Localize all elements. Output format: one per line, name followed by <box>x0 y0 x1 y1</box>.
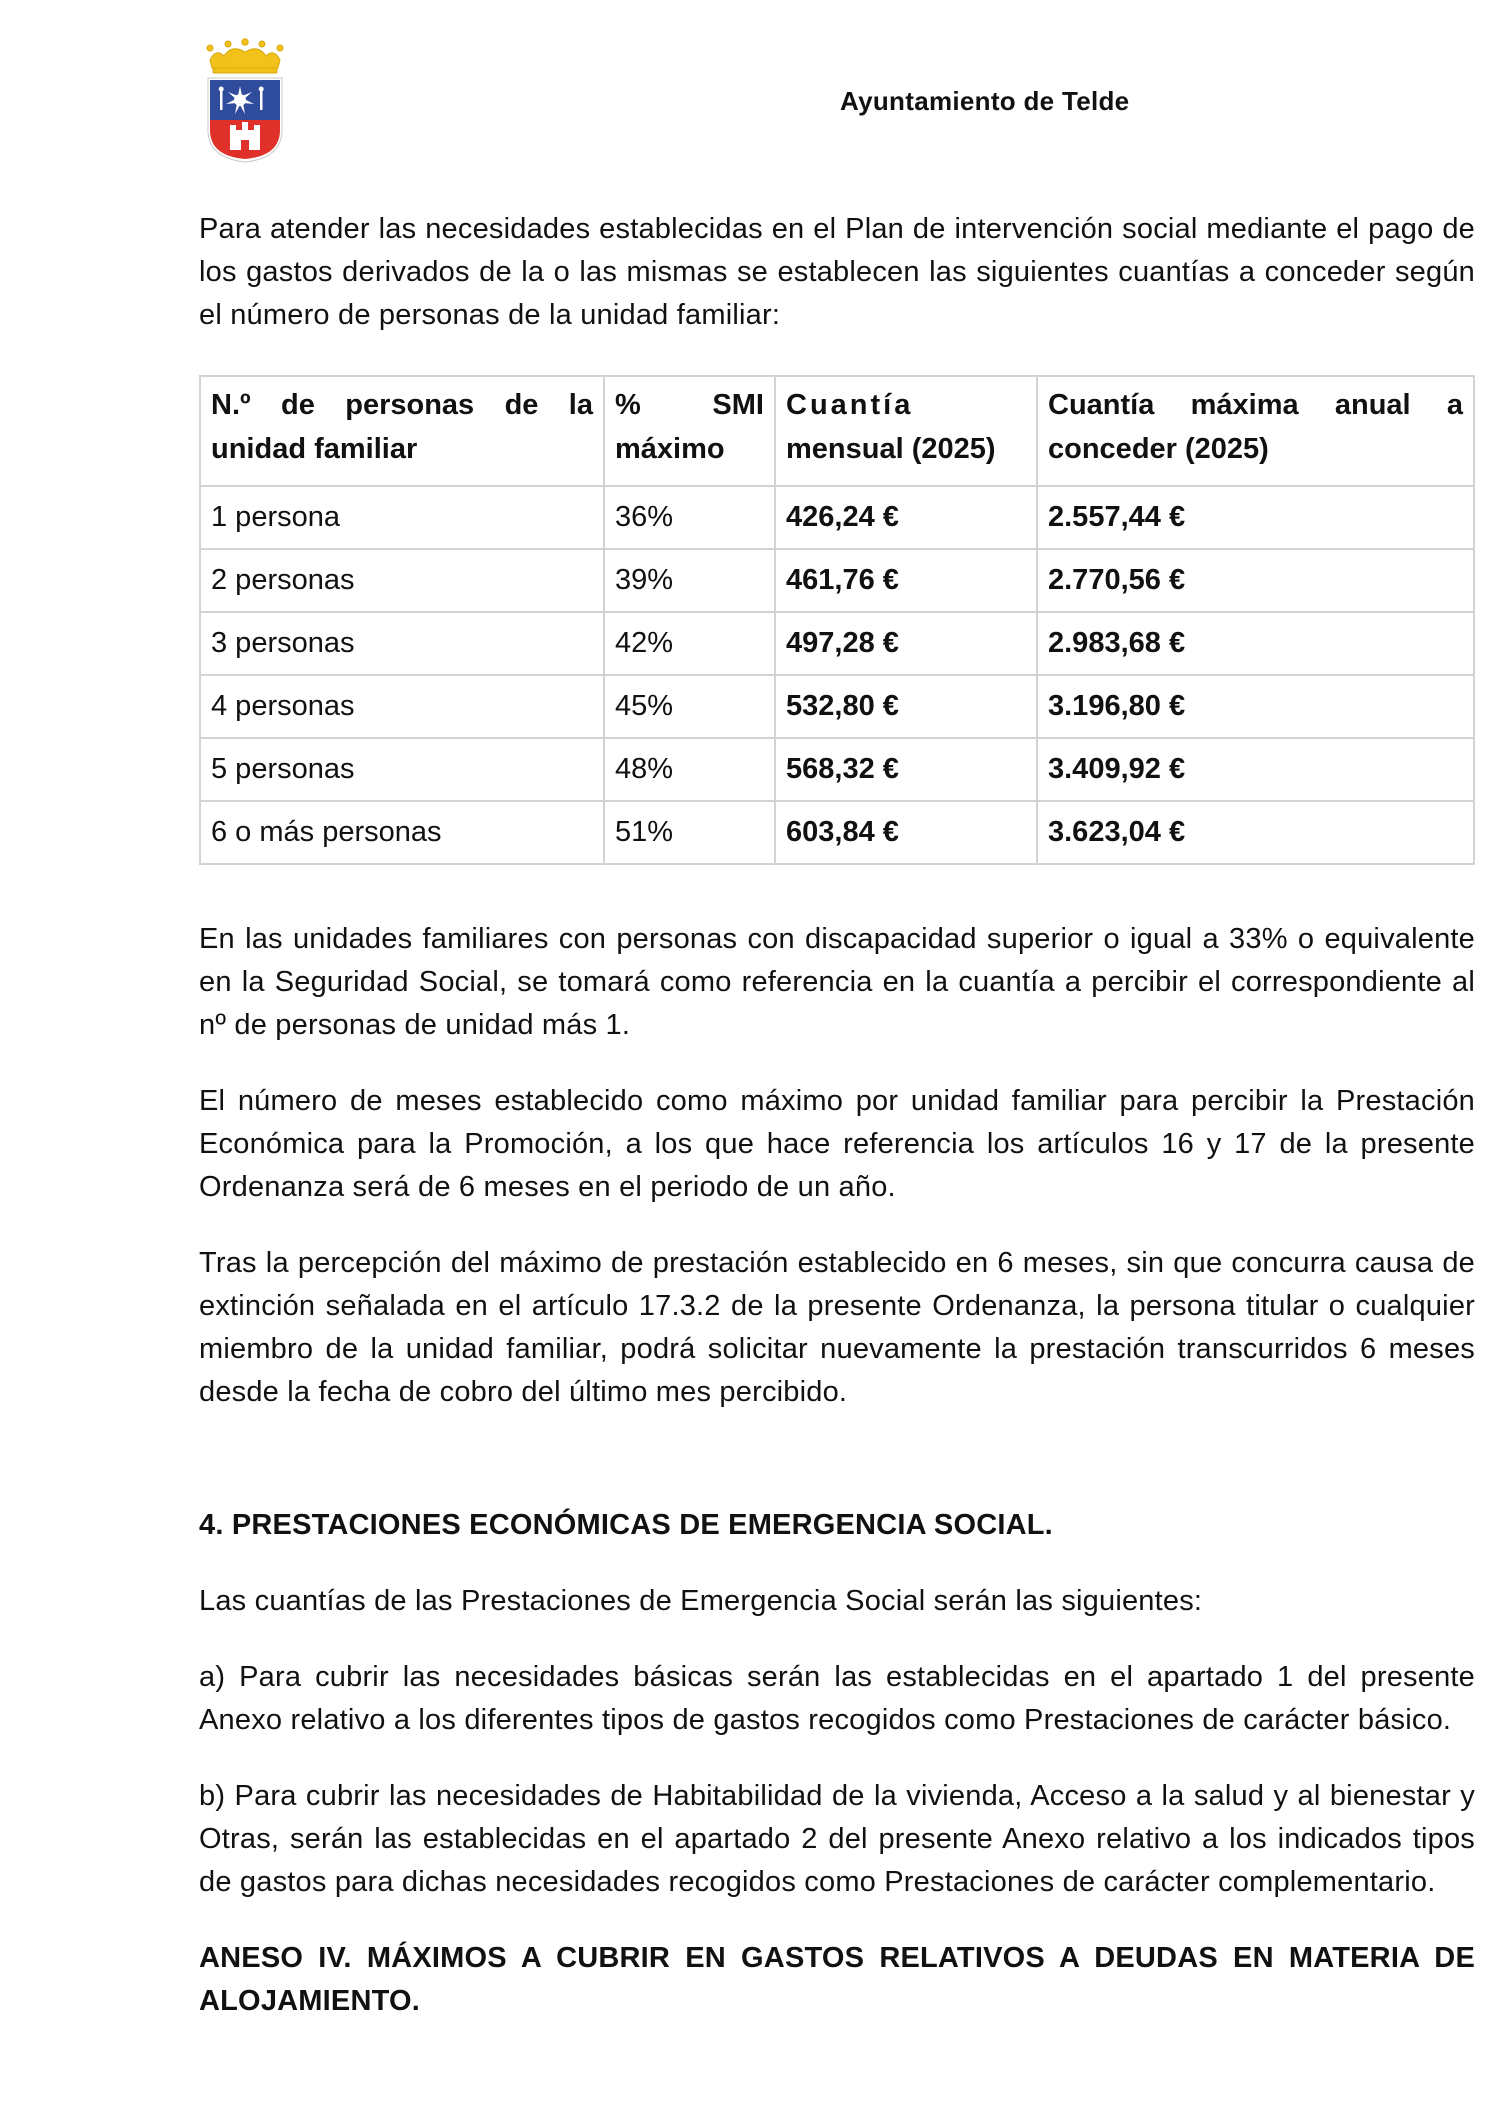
header-c4-line2: conceder (2025) <box>1048 433 1269 465</box>
header-c3-line1: Cuantía <box>786 389 914 421</box>
header-c1-line1: N.º de personas de la <box>211 389 593 421</box>
cell-monthly: 568,32 € <box>775 738 1037 801</box>
cell-people: 4 personas <box>200 675 604 738</box>
cell-annual: 3.623,04 € <box>1037 801 1474 864</box>
months-paragraph: El número de meses establecido como máximo por unidad familiar para percibir la Prestación Económica para la Promoción, a los que hace referencia los artículos 16 y 17 de la presente Ordenanza será de 6 meses en el periodo de un año. <box>199 1085 1475 1203</box>
table-row <box>200 675 1474 738</box>
cell-people: 5 personas <box>200 738 604 801</box>
organization-name: Ayuntamiento de Telde <box>840 86 1130 116</box>
renewal-paragraph: Tras la percepción del máximo de prestación establecido en 6 meses, sin que concurra causa de extinción señalada en el artículo 17.3.2 de la presente Ordenanza, la persona titular o cualquier miembro de la unidad familiar, podrá solicitar nuevamente la prestación transcurridos 6 meses desde la fecha de cobro del último mes percibido. <box>199 1247 1475 1408</box>
cell-monthly: 426,24 € <box>775 486 1037 549</box>
cell-pct: 48% <box>604 738 775 801</box>
annex-iv-heading: ANESO IV. MÁXIMOS A CUBRIR EN GASTOS RELATIVOS A DEUDAS EN MATERIA DE ALOJAMIENTO. <box>199 1942 1475 2017</box>
table-row <box>200 738 1474 801</box>
header-c2-line1: % SMI <box>615 389 764 421</box>
section-4-heading: 4. PRESTACIONES ECONÓMICAS DE EMERGENCIA SOCIAL. <box>199 1509 1053 1541</box>
intro-paragraph: Para atender las necesidades establecidas en el Plan de intervención social mediante el pago de los gastos derivados de la o las mismas se establecen las siguientes cuantías a conceder según el número de personas de la unidad familiar: <box>199 213 1475 331</box>
cell-monthly: 461,76 € <box>775 549 1037 612</box>
disability-paragraph: En las unidades familiares con personas con discapacidad superior o igual a 33% o equivalente en la Seguridad Social, se tomará como referencia en la cuantía a percibir el correspondiente al nº de personas de unidad más 1. <box>199 923 1475 1041</box>
header-c4-line1: Cuantía máxima anual a <box>1048 389 1463 421</box>
cell-people: 6 o más personas <box>200 801 604 864</box>
cell-pct: 39% <box>604 549 775 612</box>
header-c1-line2: unidad familiar <box>211 433 418 465</box>
cell-monthly: 532,80 € <box>775 675 1037 738</box>
table-row <box>200 801 1474 864</box>
cell-annual: 3.196,80 € <box>1037 675 1474 738</box>
cell-annual: 2.557,44 € <box>1037 486 1474 549</box>
cell-annual: 2.770,56 € <box>1037 549 1474 612</box>
cell-pct: 45% <box>604 675 775 738</box>
cell-pct: 36% <box>604 486 775 549</box>
section-4-item-b: b) Para cubrir las necesidades de Habitabilidad de la vivienda, Acceso a la salud y al bienestar y Otras, serán las establecidas en el apartado 2 del presente Anexo relativo a los indicados tipos de gastos para dichas necesidades recogidos como Prestaciones de carácter complementario. <box>199 1780 1475 1898</box>
section-4-intro: Las cuantías de las Prestaciones de Emergencia Social serán las siguientes: <box>199 1585 1203 1617</box>
cell-annual: 3.409,92 € <box>1037 738 1474 801</box>
cell-annual: 2.983,68 € <box>1037 612 1474 675</box>
table-row <box>200 549 1474 612</box>
header-smi-percent <box>604 376 775 486</box>
cell-pct: 51% <box>604 801 775 864</box>
cell-people: 2 personas <box>200 549 604 612</box>
header-c2-line2: máximo <box>615 433 725 465</box>
document-body <box>199 208 1475 2023</box>
cell-monthly: 603,84 € <box>775 801 1037 864</box>
header-annual-amount <box>1037 376 1474 486</box>
coat-of-arms-icon <box>204 38 286 164</box>
section-4-item-a: a) Para cubrir las necesidades básicas serán las establecidas en el apartado 1 del presente Anexo relativo a los diferentes tipos de gastos recogidos como Prestaciones de carácter básico. <box>199 1661 1475 1736</box>
amounts-table <box>199 375 1475 865</box>
table-header-row <box>200 376 1474 486</box>
cell-people: 3 personas <box>200 612 604 675</box>
table-row <box>200 486 1474 549</box>
header-household-size <box>200 376 604 486</box>
cell-monthly: 497,28 € <box>775 612 1037 675</box>
cell-people: 1 persona <box>200 486 604 549</box>
header-c3-line2: mensual (2025) <box>786 433 996 465</box>
cell-pct: 42% <box>604 612 775 675</box>
header-monthly-amount <box>775 376 1037 486</box>
table-row <box>200 612 1474 675</box>
